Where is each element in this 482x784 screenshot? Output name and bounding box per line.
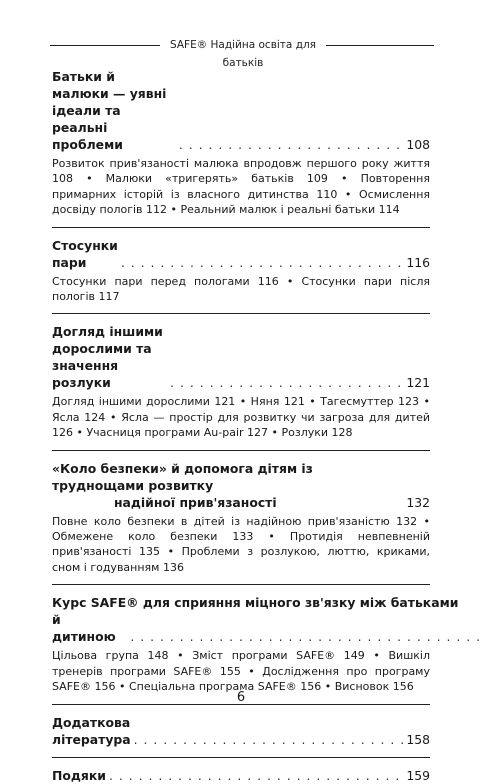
toc-entry-title: Догляд іншими дорослими та значення розлуки (52, 324, 163, 391)
toc-subentries: Розвиток прив'язаності малюка впродовж першого року життя 108 • Малюки «тригерять» батьків 109 • Повторення примарних історій із власного дитинства 110 • Осмислення досвіду пологів 112 • Реальний малюк і реальні батьки 114 (52, 157, 430, 217)
toc-subentries: Догляд іншими дорослими 121 • Няня 121 • Тагесмуттер 123 • Ясла 124 • Ясла — простір для розвитку чи загроза для дитей 126 • Учасниця програми Au-pair 127 • Розлуки 128 (52, 395, 430, 440)
toc-entry-title-line2: надійної прив'язаності (114, 494, 277, 510)
section-divider (52, 757, 430, 758)
section-divider (52, 584, 430, 585)
table-of-contents (52, 68, 459, 784)
toc-entry-page: 158 (406, 731, 430, 747)
toc-section (52, 767, 430, 784)
toc-entry-title (52, 594, 482, 645)
toc-entry-title-line2-row (52, 611, 482, 645)
dot-leader (127, 628, 482, 645)
toc-entry-title: Батьки й малюки — уявні ідеали та реальні проблеми (52, 69, 167, 152)
header-rule-left (50, 45, 160, 46)
toc-entry[interactable] (52, 594, 459, 645)
toc-section (52, 237, 430, 305)
toc-section (52, 323, 430, 440)
toc-entry-page: 116 (406, 254, 430, 270)
toc-entry-title-line2: й дитиною (52, 612, 116, 645)
toc-section (52, 594, 459, 694)
toc-entry-page: 121 (406, 375, 430, 391)
toc-entry[interactable] (52, 767, 430, 784)
header-title: SAFE® Надійна освіта для батьків (169, 39, 316, 69)
dot-leader (118, 254, 406, 271)
dot-leader (131, 731, 407, 748)
toc-entry-title: Стосунки пари (52, 237, 118, 270)
toc-entry-title-line1: Курс SAFE® для сприяння міцного зв'язку між батьками (52, 595, 459, 611)
toc-entry-title: Подяки (52, 767, 106, 783)
section-divider (52, 313, 430, 314)
toc-subentries: Повне коло безпеки в дітей із надійною прив'язаністю 132 • Обмежене коло безпеки 133 • Протидія невпевненій прив'язаності 135 • Проблеми з розлукою, люттю, криками, сном і годуванням 136 (52, 514, 430, 574)
toc-entry-page: 132 (406, 494, 430, 510)
toc-entry[interactable] (52, 68, 430, 153)
toc-entry-title-line1: «Коло безпеки» й допомога дітям із труднощами розвитку (52, 460, 313, 493)
toc-entry-title: Додаткова література (52, 714, 131, 747)
toc-entry-page: 159 (406, 767, 430, 783)
toc-section (52, 460, 430, 576)
dot-leader (106, 767, 406, 784)
toc-entry[interactable] (52, 460, 430, 511)
toc-subentries: Цільова група 148 • Зміст програми SAFE® 149 • Вишкіл тренерів програми SAFE® 155 • Дослідження про програму SAFE® 156 • Спеціальна програма SAFE® 156 • Висновок 156 (52, 649, 430, 694)
dot-leader (176, 136, 407, 153)
section-divider (52, 227, 430, 228)
toc-section (52, 714, 430, 748)
page-number: 6 (236, 690, 246, 705)
toc-entry[interactable] (52, 714, 430, 748)
toc-entry[interactable] (52, 323, 430, 391)
toc-entry-page: 108 (406, 137, 430, 152)
toc-subentries: Стосунки пари перед пологами 116 • Стосунки пари після пологів 117 (52, 274, 430, 304)
toc-entry-title (52, 460, 406, 511)
toc-section (52, 68, 430, 218)
toc-entry[interactable] (52, 237, 430, 271)
header-rule-right (326, 45, 434, 46)
section-divider (52, 450, 430, 451)
running-header (0, 36, 482, 69)
dot-leader (167, 374, 406, 391)
